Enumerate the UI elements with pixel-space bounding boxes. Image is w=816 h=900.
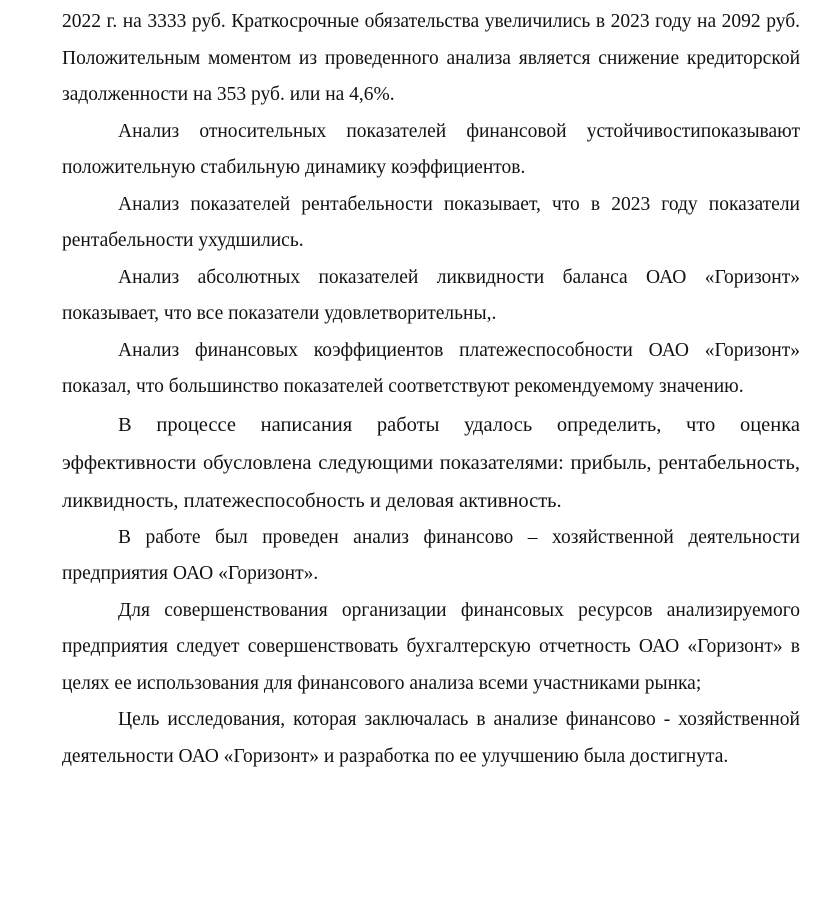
paragraph-3-text: Анализ показателей рентабельности показывает, что в 2023 году показатели рентабельности ухудшились. <box>62 193 800 251</box>
paragraph-6 <box>62 406 800 520</box>
paragraph-2-text: Анализ относительных показателей финансовой устойчивостипоказывают положительную стабильную динамику коэффициентов. <box>62 120 800 178</box>
paragraph-9-text: Цель исследования, которая заключалась в анализе финансово - хозяйственной деятельности ОАО «Горизонт» и разработка по ее улучшению была достигнута. <box>62 709 800 767</box>
paragraph-1 <box>62 0 800 114</box>
paragraph-1-text: 2022 г. на 3333 руб. Краткосрочные обязательства увеличились в 2023 году на 2092 руб. Положительным моментом из проведенного анализа является снижение кредиторской задолженности на 353 руб. или на 4,6%. <box>62 11 800 105</box>
paragraph-8-text: Для совершенствования организации финансовых ресурсов анализируемого предприятия следует совершенствовать бухгалтерскую отчетность ОАО «Горизонт» в целях ее использования для финансового анализа всеми участниками рынка; <box>62 599 800 694</box>
paragraph-4-text: Анализ абсолютных показателей ликвидности баланса ОАО «Горизонт» показывает, что все показатели удовлетворительны,. <box>62 266 800 324</box>
paragraph-4 <box>62 260 800 333</box>
paragraph-6-text: В процессе написания работы удалось определить, что оценка эффективности обусловлена следующими показателями: прибыль, рентабельность, ликвидность, платежеспособность и деловая активность. <box>62 413 800 512</box>
paragraph-5-text: Анализ финансовых коэффициентов платежеспособности ОАО «Горизонт» показал, что большинство показателей соответствуют рекомендуемому значению. <box>62 339 800 397</box>
paragraph-7-text: В работе был проведен анализ финансово – хозяйственной деятельности предприятия ОАО «Горизонт». <box>62 526 800 584</box>
paragraph-2 <box>62 114 800 187</box>
paragraph-8 <box>62 593 800 703</box>
paragraph-5 <box>62 333 800 406</box>
document-page <box>62 0 800 775</box>
paragraph-9 <box>62 702 800 775</box>
paragraph-7 <box>62 520 800 593</box>
paragraph-3 <box>62 187 800 260</box>
